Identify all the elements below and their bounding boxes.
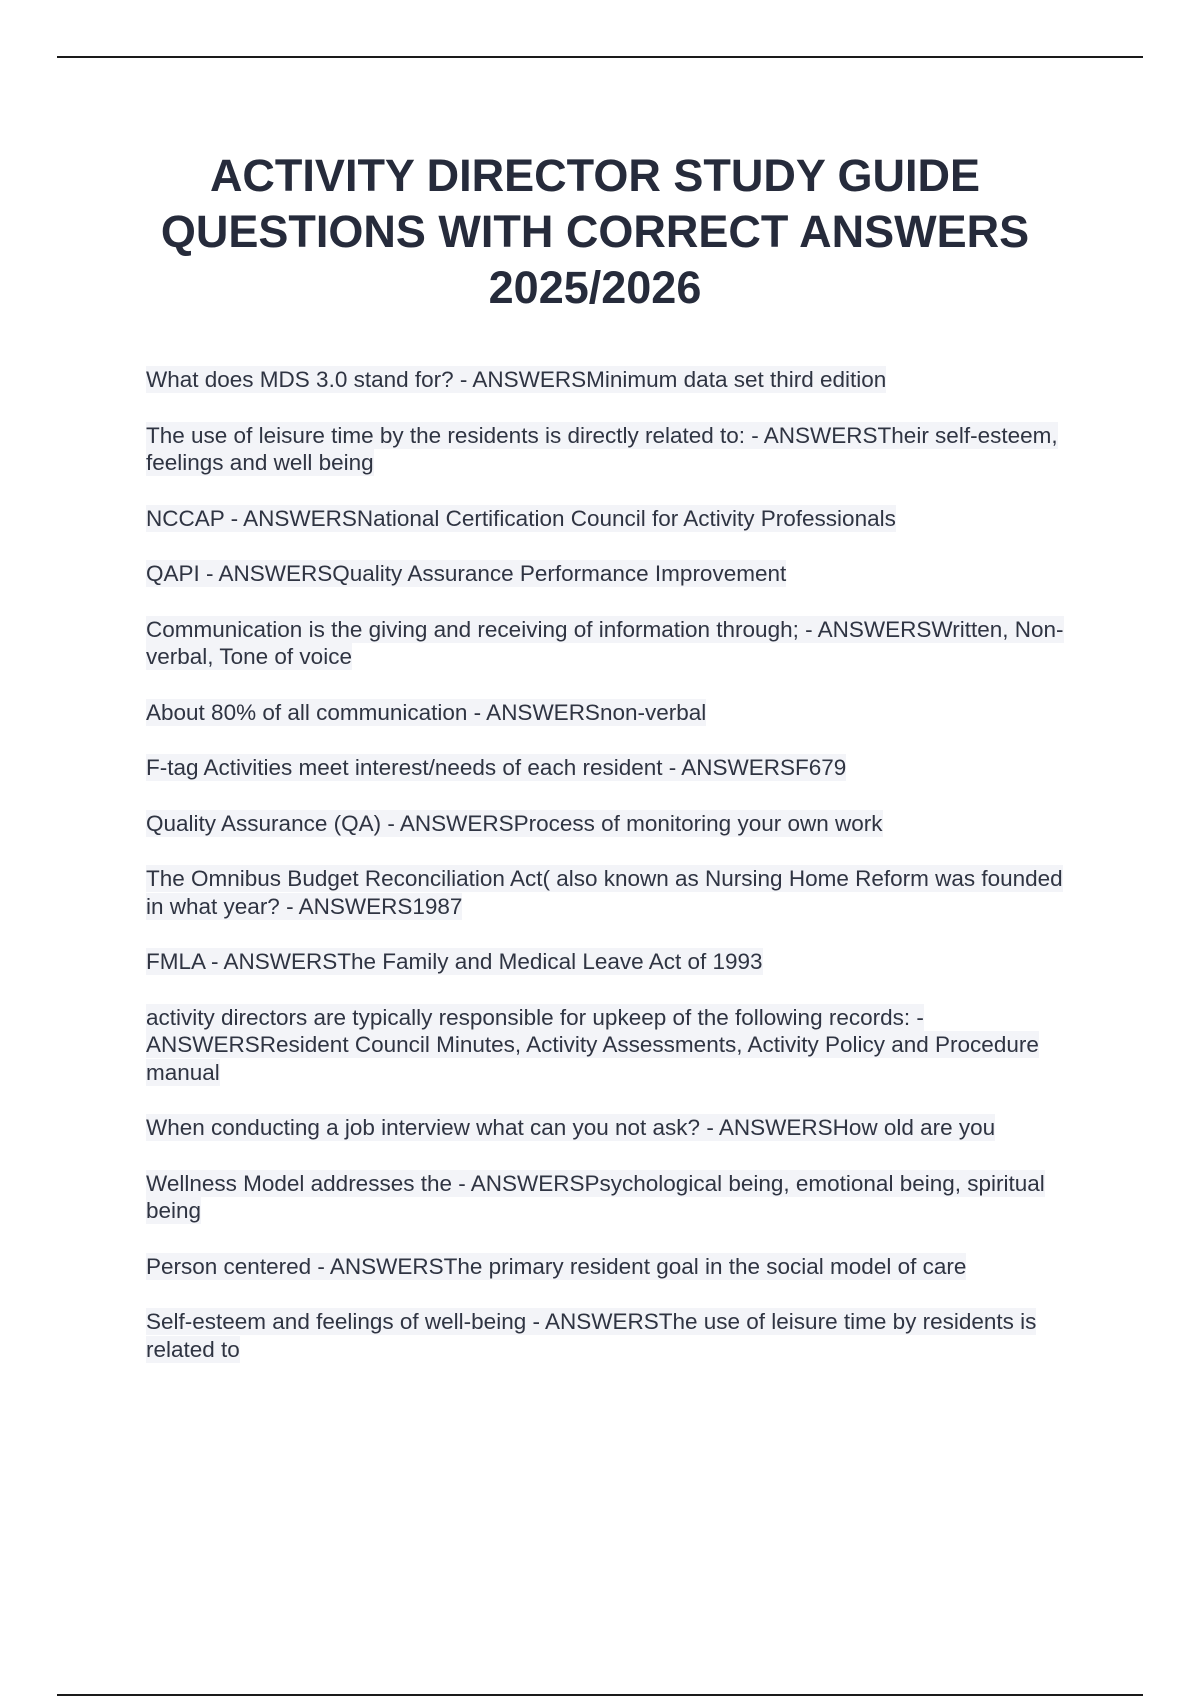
qa-text: F-tag Activities meet interest/needs of each resident - ANSWERSF679	[146, 755, 847, 780]
qa-text: NCCAP - ANSWERSNational Certification Council for Activity Professionals	[146, 505, 896, 531]
qa-item	[146, 560, 1086, 588]
qa-item	[146, 505, 1086, 533]
qa-item	[146, 1308, 1086, 1363]
qa-text: Self-esteem and feelings of well-being - ANSWERSThe use of leisure time by residents is related to	[146, 1309, 1037, 1362]
qa-text: FMLA - ANSWERSThe Family and Medical Leave Act of 1993	[146, 949, 763, 974]
qa-item	[146, 810, 1086, 838]
qa-item	[146, 754, 1086, 782]
qa-text: Communication is the giving and receiving of information through; - ANSWERSWritten, Non-verbal, Tone of voice	[146, 616, 1064, 669]
qa-text: What does MDS 3.0 stand for? - ANSWERSMinimum data set third edition	[146, 367, 887, 392]
top-divider	[57, 56, 1143, 58]
qa-text: QAPI - ANSWERSQuality Assurance Performance Improvement	[146, 561, 787, 586]
qa-text: When conducting a job interview what can you not ask? - ANSWERSHow old are you	[146, 1115, 996, 1140]
qa-text: Person centered - ANSWERSThe primary resident goal in the social model of care	[146, 1253, 967, 1279]
qa-item	[146, 422, 1086, 477]
qa-text: The Omnibus Budget Reconciliation Act( also known as Nursing Home Reform was founded in what year? - ANSWERS1987	[146, 866, 1063, 919]
qa-list	[146, 366, 1086, 1391]
qa-item	[146, 366, 1086, 394]
qa-text: About 80% of all communication - ANSWERSnon-verbal	[146, 699, 707, 725]
qa-item	[146, 1114, 1086, 1142]
qa-item	[146, 1004, 1086, 1087]
qa-item	[146, 699, 1086, 727]
qa-text: The use of leisure time by the residents is directly related to: - ANSWERSTheir self-esteem, feelings and well being	[146, 422, 1058, 475]
qa-item	[146, 865, 1086, 920]
document-title: ACTIVITY DIRECTOR STUDY GUIDE QUESTIONS WITH CORRECT ANSWERS 2025/2026	[160, 150, 1030, 313]
qa-item	[146, 948, 1086, 976]
qa-text: Wellness Model addresses the - ANSWERSPsychological being, emotional being, spiritual being	[146, 1170, 1045, 1223]
qa-item	[146, 1170, 1086, 1225]
qa-text: activity directors are typically responsible for upkeep of the following records: - ANSWERSResident Council Minutes, Activity Assessments, Activity Policy and Procedure manual	[146, 1004, 1039, 1085]
qa-text: Quality Assurance (QA) - ANSWERSProcess of monitoring your own work	[146, 810, 883, 836]
qa-item	[146, 616, 1086, 671]
qa-item	[146, 1253, 1086, 1281]
bottom-divider	[57, 1694, 1143, 1696]
